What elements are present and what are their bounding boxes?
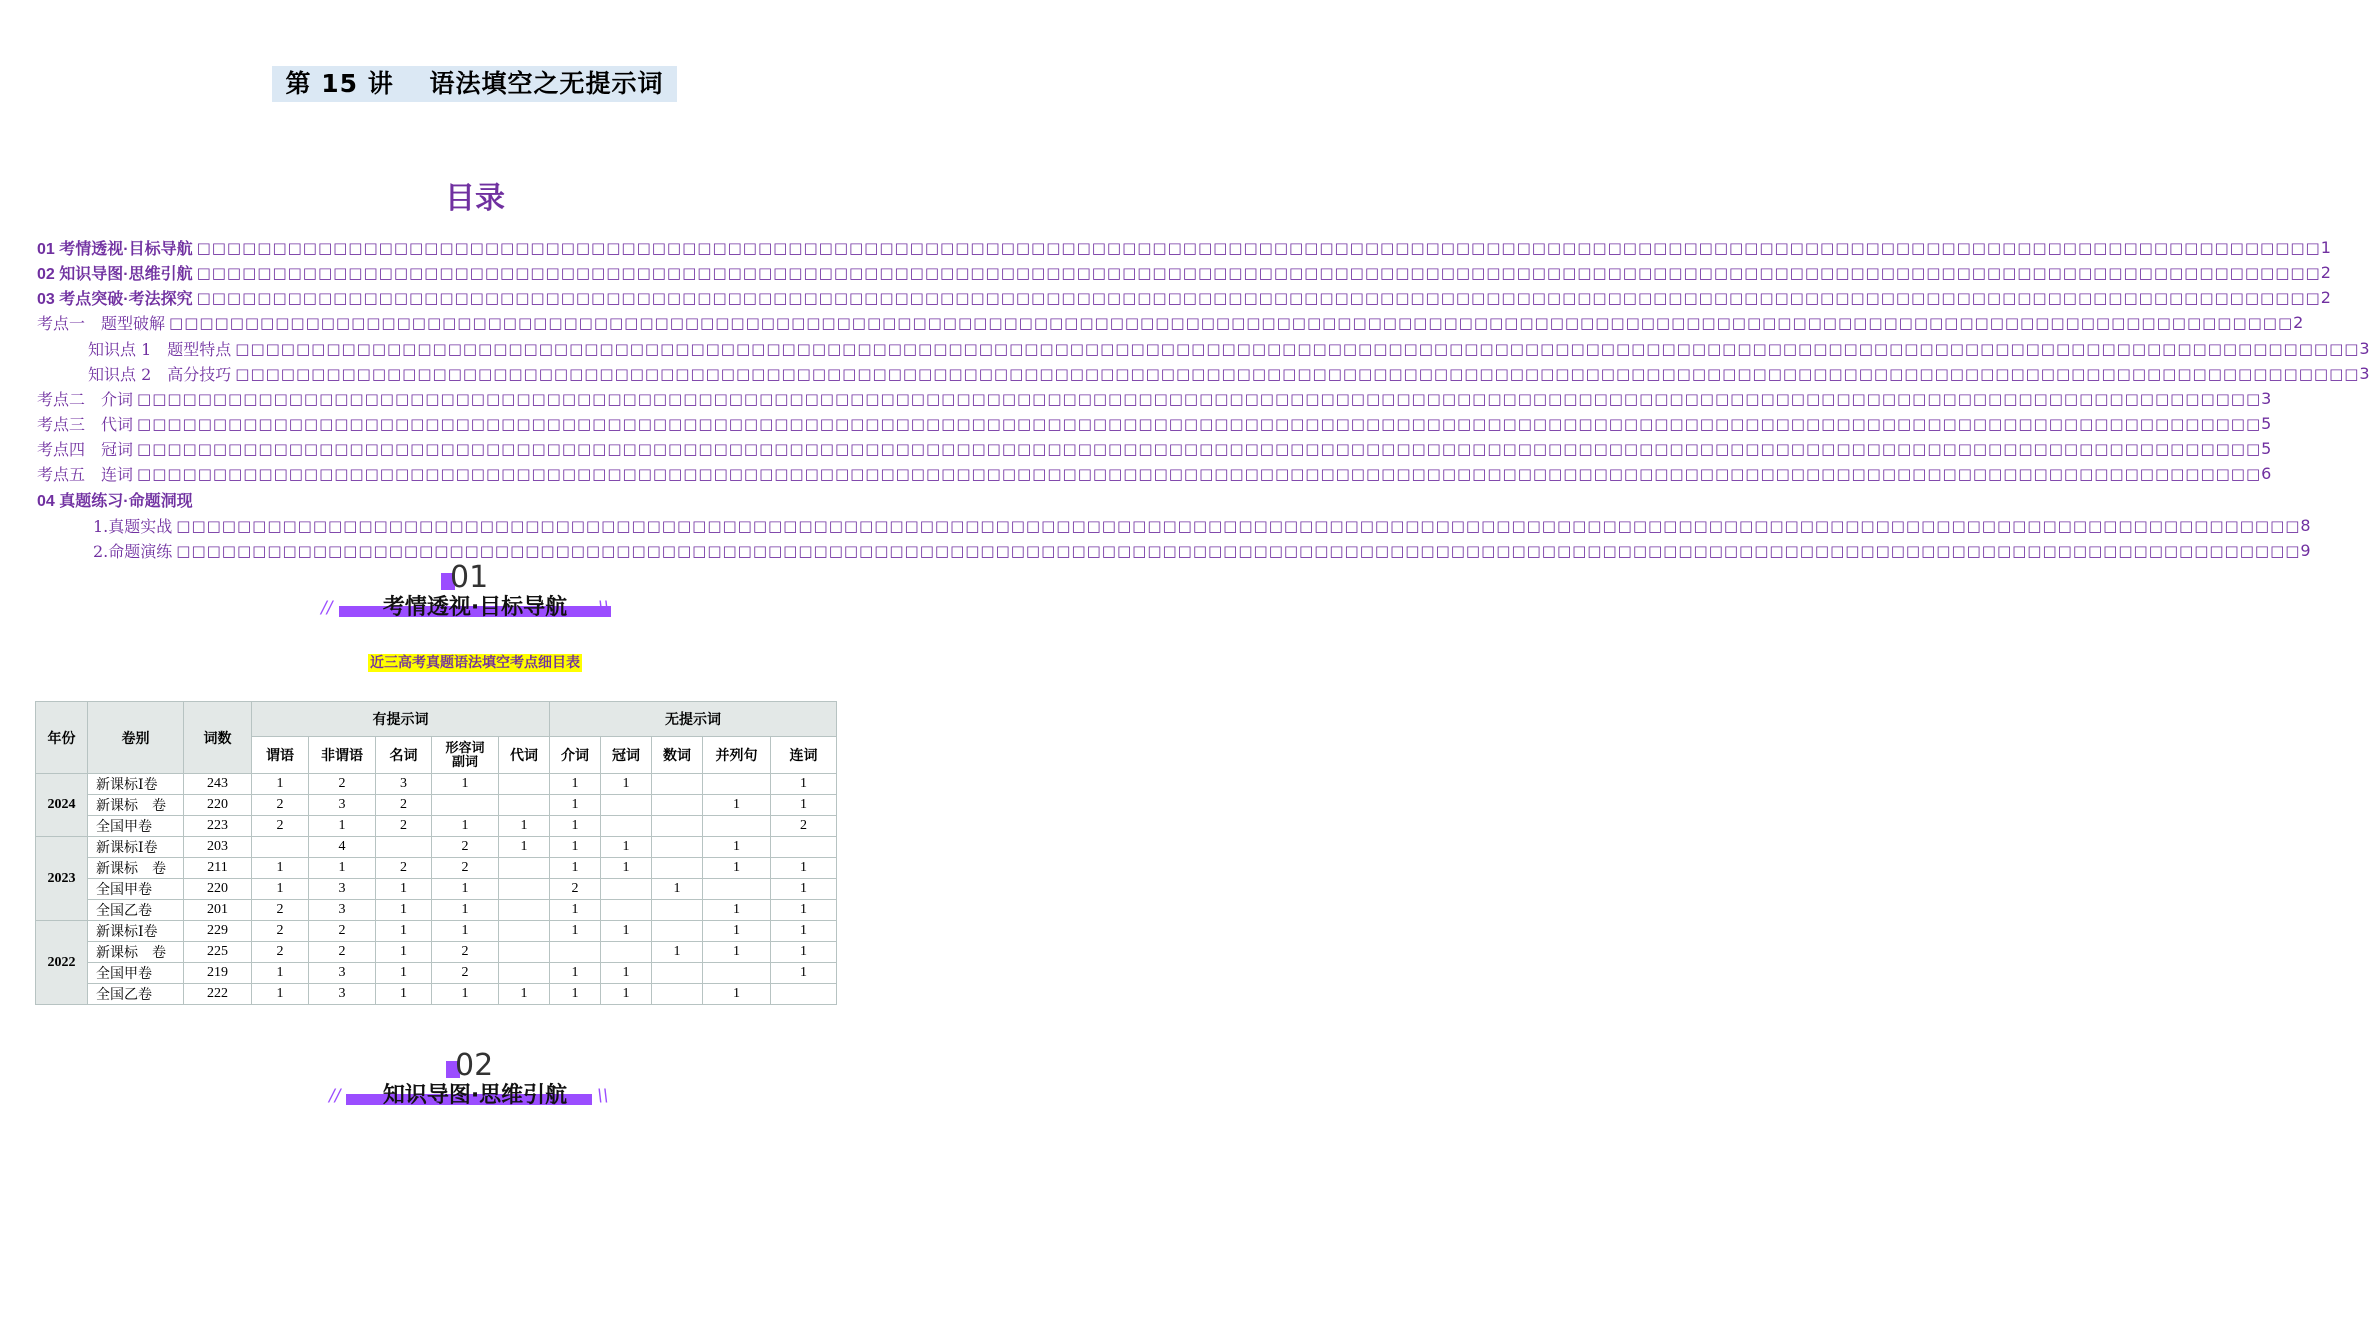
toc-entry-label: 03 考点突破·考法探究: [37, 291, 193, 308]
table-row: [36, 774, 837, 795]
count-cell: 1: [550, 816, 601, 837]
count-cell: 1: [703, 837, 771, 858]
count-cell: 1: [550, 984, 601, 1005]
toc-page-number: 5: [2261, 414, 2272, 433]
count-cell: [550, 942, 601, 963]
count-cell: [601, 942, 652, 963]
toc-entry[interactable]: [37, 436, 2272, 461]
count-cell: 1: [499, 816, 550, 837]
exam-stats-table: [35, 701, 837, 1005]
toc-entry[interactable]: [37, 260, 2331, 285]
count-cell: [432, 795, 499, 816]
toc-page-number: 1: [2320, 238, 2331, 257]
count-cell: 1: [703, 858, 771, 879]
count-cell: 1: [601, 837, 652, 858]
count-cell: [499, 879, 550, 900]
toc-leader: □□□□□□□□□□□□□□□□□□□□□□□□□□□□□□□□□□□□□□□□□□□□□□□□□□□□□□□□□□□□□□□□□□□□□□□□□□□□□□□□□□□□□□□□□□□□□□□□□□□□□□□□□□□□□□□□□□□□□□□□□□□□□□□□□□□□□□□□□□□□: [137, 389, 2262, 408]
header-col: 名词: [376, 737, 432, 774]
count-cell: 2: [252, 795, 309, 816]
word-count-cell: 211: [184, 858, 252, 879]
header-col: 代词: [499, 737, 550, 774]
count-cell: 1: [376, 963, 432, 984]
count-cell: 1: [376, 921, 432, 942]
toc-leader: □□□□□□□□□□□□□□□□□□□□□□□□□□□□□□□□□□□□□□□□□□□□□□□□□□□□□□□□□□□□□□□□□□□□□□□□□□□□□□□□□□□□□□□□□□□□□□□□□□□□□□□□□□□□□□□□□□□□□□□□□□□□□□□□□□□□□□□□□□□□: [176, 541, 2301, 560]
toc-entry[interactable]: [93, 513, 2311, 538]
count-cell: 2: [771, 816, 837, 837]
count-cell: [652, 795, 703, 816]
count-cell: 1: [601, 774, 652, 795]
right-slash-decoration: \\: [597, 1086, 609, 1106]
toc-entry-label: 02 知识导图·思维引航: [37, 266, 193, 283]
year-cell: 2023: [36, 837, 88, 921]
section-02-banner: [0, 1048, 950, 1118]
count-cell: 2: [432, 942, 499, 963]
word-count-cell: 222: [184, 984, 252, 1005]
count-cell: 3: [376, 774, 432, 795]
left-slash-decoration: //: [321, 598, 333, 618]
count-cell: 1: [252, 879, 309, 900]
table-row: [36, 795, 837, 816]
word-count-cell: 225: [184, 942, 252, 963]
count-cell: 1: [703, 942, 771, 963]
count-cell: 1: [309, 816, 376, 837]
left-slash-decoration: //: [329, 1086, 341, 1106]
page-title: 第 15 讲 语法填空之无提示词: [272, 66, 677, 102]
table-row: [36, 900, 837, 921]
toc-entry[interactable]: [37, 461, 2272, 486]
count-cell: [652, 837, 703, 858]
count-cell: [499, 795, 550, 816]
count-cell: 1: [771, 900, 837, 921]
toc-leader: □□□□□□□□□□□□□□□□□□□□□□□□□□□□□□□□□□□□□□□□□□□□□□□□□□□□□□□□□□□□□□□□□□□□□□□□□□□□□□□□□□□□□□□□□□□□□□□□□□□□□□□□□□□□□□□□□□□□□□□□□□□□□□□□□□□□□□□□□□□□: [196, 288, 2321, 307]
table-row: [36, 984, 837, 1005]
count-cell: 1: [309, 858, 376, 879]
right-slash-decoration: \\: [598, 598, 610, 618]
toc-entry[interactable]: [37, 411, 2272, 436]
word-count-cell: 223: [184, 816, 252, 837]
table-row: [36, 816, 837, 837]
count-cell: 1: [771, 858, 837, 879]
count-cell: 1: [550, 921, 601, 942]
count-cell: [499, 774, 550, 795]
count-cell: 3: [309, 900, 376, 921]
count-cell: [703, 963, 771, 984]
count-cell: 1: [432, 921, 499, 942]
word-count-cell: 201: [184, 900, 252, 921]
count-cell: [499, 963, 550, 984]
toc-entry[interactable]: [37, 285, 2331, 310]
table-caption: 近三高考真题语法填空考点细目表: [370, 655, 580, 671]
count-cell: 3: [309, 795, 376, 816]
count-cell: 1: [376, 984, 432, 1005]
count-cell: 1: [376, 900, 432, 921]
count-cell: 1: [652, 942, 703, 963]
header-words: 词数: [184, 702, 252, 774]
count-cell: [652, 984, 703, 1005]
count-cell: 2: [376, 795, 432, 816]
count-cell: 1: [252, 963, 309, 984]
count-cell: [499, 858, 550, 879]
count-cell: 3: [309, 879, 376, 900]
word-count-cell: 220: [184, 879, 252, 900]
paper-cell: 新课标 卷: [88, 942, 184, 963]
toc-leader: □□□□□□□□□□□□□□□□□□□□□□□□□□□□□□□□□□□□□□□□□□□□□□□□□□□□□□□□□□□□□□□□□□□□□□□□□□□□□□□□□□□□□□□□□□□□□□□□□□□□□□□□□□□□□□□□□□□□□□□□□□□□□□□□□□□□□□□□□□□□: [137, 439, 2262, 458]
count-cell: 2: [252, 921, 309, 942]
count-cell: 1: [601, 858, 652, 879]
toc-entry[interactable]: [37, 487, 812, 512]
count-cell: 1: [771, 795, 837, 816]
header-paper: 卷别: [88, 702, 184, 774]
toc-entry-label: 2.命题演练: [93, 542, 173, 561]
paper-cell: 全国甲卷: [88, 879, 184, 900]
header-col: 介词: [550, 737, 601, 774]
count-cell: 2: [309, 774, 376, 795]
word-count-cell: 220: [184, 795, 252, 816]
count-cell: 1: [550, 858, 601, 879]
section-01-banner: [0, 560, 950, 630]
toc-entry-label: 知识点 1 题型特点: [88, 340, 232, 359]
count-cell: 3: [309, 984, 376, 1005]
table-row: [36, 858, 837, 879]
paper-cell: 全国甲卷: [88, 816, 184, 837]
paper-cell: 全国甲卷: [88, 963, 184, 984]
count-cell: 1: [550, 774, 601, 795]
count-cell: 3: [309, 963, 376, 984]
count-cell: [652, 963, 703, 984]
header-without-hint: 无提示词: [550, 702, 837, 737]
toc-leader: □□□□□□□□□□□□□□□□□□□□□□□□□□□□□□□□□□□□□□□□□□□□□□□□□□□□□□□□□□□□□□□□□□□□□□□□□□□□□□□□□□□□□□□□□□□□□□□□□□□□□□□□□□□□□□□□□□□□□□□□□□□□□□□□□□□□□□□□□□□□: [235, 339, 2360, 358]
header-col: 非谓语: [309, 737, 376, 774]
count-cell: 2: [309, 942, 376, 963]
header-col: 形容词副词: [432, 737, 499, 774]
count-cell: [652, 921, 703, 942]
toc-page-number: 9: [2300, 541, 2311, 560]
count-cell: 2: [376, 858, 432, 879]
count-cell: 2: [252, 942, 309, 963]
count-cell: 2: [432, 837, 499, 858]
toc-page-number: 2: [2320, 263, 2331, 282]
section-number: 02: [455, 1048, 494, 1083]
section-number: 01: [450, 560, 489, 595]
table-row: [36, 963, 837, 984]
paper-cell: 新课标 卷: [88, 795, 184, 816]
toc-heading: 目录: [445, 181, 505, 216]
count-cell: 4: [309, 837, 376, 858]
count-cell: [601, 879, 652, 900]
count-cell: 1: [703, 984, 771, 1005]
count-cell: [499, 942, 550, 963]
section-title: 考情透视·目标导航: [382, 595, 568, 620]
count-cell: 1: [432, 984, 499, 1005]
toc-page-number: 3: [2261, 389, 2272, 408]
table-row: [36, 837, 837, 858]
toc-leader: □□□□□□□□□□□□□□□□□□□□□□□□□□□□□□□□□□□□□□□□□□□□□□□□□□□□□□□□□□□□□□□□□□□□□□□□□□□□□□□□□□□□□□□□□□□□□□□□□□□□□□□□□□□□□□□□□□□□□□□□□□□□□□□□□□□□□□□□□□□□: [137, 414, 2262, 433]
toc-entry-label: 1.真题实战: [93, 517, 173, 536]
count-cell: 1: [703, 921, 771, 942]
header-year: 年份: [36, 702, 88, 774]
toc-leader: □□□□□□□□□□□□□□□□□□□□□□□□□□□□□□□□□□□□□□□□□□□□□□□□□□□□□□□□□□□□□□□□□□□□□□□□□□□□□□□□□□□□□□□□□□□□□□□□□□□□□□□□□□□□□□□□□□□□□□□□□□□□□□□□□□□□□□□□□□□□: [169, 313, 2294, 332]
toc-entry-label: 考点一 题型破解: [37, 314, 166, 333]
count-cell: 1: [550, 900, 601, 921]
count-cell: [499, 921, 550, 942]
count-cell: [601, 816, 652, 837]
count-cell: 2: [550, 879, 601, 900]
count-cell: [252, 837, 309, 858]
header-with-hint: 有提示词: [252, 702, 550, 737]
paper-cell: 全国乙卷: [88, 900, 184, 921]
header-col: 数词: [652, 737, 703, 774]
count-cell: 1: [703, 795, 771, 816]
toc-entry[interactable]: [37, 310, 2304, 335]
count-cell: 2: [376, 816, 432, 837]
toc-entry[interactable]: [88, 336, 2370, 361]
count-cell: 2: [252, 900, 309, 921]
count-cell: [499, 900, 550, 921]
count-cell: 1: [499, 837, 550, 858]
count-cell: 1: [499, 984, 550, 1005]
count-cell: [771, 837, 837, 858]
count-cell: 1: [771, 879, 837, 900]
count-cell: [601, 900, 652, 921]
count-cell: [703, 816, 771, 837]
paper-cell: 全国乙卷: [88, 984, 184, 1005]
count-cell: 1: [771, 963, 837, 984]
toc-entry[interactable]: [37, 235, 2331, 260]
count-cell: [703, 879, 771, 900]
count-cell: [652, 900, 703, 921]
count-cell: 1: [432, 816, 499, 837]
toc-leader: □□□□□□□□□□□□□□□□□□□□□□□□□□□□□□□□□□□□□□□□□□□□□□□□□□□□□□□□□□□□□□□□□□□□□□□□□□□□□□□□□□□□□□□□□□□□□□□□□□□□□□□□□□□□□□□□□□□□□□□□□□□□□□□□□□□□□□□□□□□□: [196, 238, 2321, 257]
count-cell: 1: [252, 984, 309, 1005]
toc-page-number: 2: [2293, 313, 2304, 332]
count-cell: 1: [376, 879, 432, 900]
paper-cell: 新课标 卷: [88, 858, 184, 879]
count-cell: 1: [376, 942, 432, 963]
count-cell: 1: [652, 879, 703, 900]
toc-page-number: 5: [2261, 439, 2272, 458]
table-row: [36, 942, 837, 963]
count-cell: 1: [601, 921, 652, 942]
count-cell: 1: [432, 900, 499, 921]
count-cell: [703, 774, 771, 795]
table-row: [36, 879, 837, 900]
count-cell: 2: [252, 816, 309, 837]
count-cell: [652, 816, 703, 837]
toc-entry[interactable]: [88, 361, 2370, 386]
toc-entry[interactable]: [37, 386, 2272, 411]
count-cell: 2: [432, 963, 499, 984]
header-col: 谓语: [252, 737, 309, 774]
word-count-cell: 243: [184, 774, 252, 795]
count-cell: 2: [432, 858, 499, 879]
count-cell: 1: [771, 774, 837, 795]
count-cell: 1: [432, 879, 499, 900]
count-cell: 2: [309, 921, 376, 942]
header-col: 冠词: [601, 737, 652, 774]
toc-page-number: 3: [2359, 364, 2370, 383]
paper-cell: 新课标I卷: [88, 837, 184, 858]
count-cell: [652, 774, 703, 795]
toc-entry-label: 考点五 连词: [37, 465, 134, 484]
section-title: 知识导图·思维引航: [382, 1083, 568, 1108]
count-cell: 1: [601, 984, 652, 1005]
word-count-cell: 219: [184, 963, 252, 984]
count-cell: 1: [601, 963, 652, 984]
paper-cell: 新课标I卷: [88, 921, 184, 942]
toc-leader: □□□□□□□□□□□□□□□□□□□□□□□□□□□□□□□□□□□□□□□□□□□□□□□□□□□□□□□□□□□□□□□□□□□□□□□□□□□□□□□□□□□□□□□□□□□□□□□□□□□□□□□□□□□□□□□□□□□□□□□□□□□□□□□□□□□□□□□□□□□□: [176, 516, 2301, 535]
count-cell: [601, 795, 652, 816]
toc-page-number: 3: [2359, 339, 2370, 358]
header-col: 并列句: [703, 737, 771, 774]
toc-entry-label: 04 真题练习·命题洞现: [37, 493, 193, 510]
toc-entry-label: 考点三 代词: [37, 415, 134, 434]
toc-entry-label: 01 考情透视·目标导航: [37, 241, 193, 258]
count-cell: 1: [252, 774, 309, 795]
count-cell: [652, 858, 703, 879]
year-cell: 2024: [36, 774, 88, 837]
count-cell: 1: [252, 858, 309, 879]
count-cell: 1: [550, 837, 601, 858]
count-cell: 1: [550, 795, 601, 816]
toc-page-number: 2: [2320, 288, 2331, 307]
count-cell: 1: [550, 963, 601, 984]
toc-entry-label: 考点二 介词: [37, 390, 134, 409]
count-cell: [771, 984, 837, 1005]
count-cell: 1: [771, 921, 837, 942]
toc-leader: □□□□□□□□□□□□□□□□□□□□□□□□□□□□□□□□□□□□□□□□□□□□□□□□□□□□□□□□□□□□□□□□□□□□□□□□□□□□□□□□□□□□□□□□□□□□□□□□□□□□□□□□□□□□□□□□□□□□□□□□□□□□□□□□□□□□□□□□□□□□: [137, 464, 2262, 483]
count-cell: 1: [703, 900, 771, 921]
toc-entry-label: 考点四 冠词: [37, 440, 134, 459]
year-cell: 2022: [36, 921, 88, 1005]
table-row: [36, 921, 837, 942]
count-cell: 1: [432, 774, 499, 795]
paper-cell: 新课标I卷: [88, 774, 184, 795]
count-cell: [376, 837, 432, 858]
toc-page-number: 6: [2261, 464, 2272, 483]
header-col: 连词: [771, 737, 837, 774]
toc-page-number: 8: [2300, 516, 2311, 535]
word-count-cell: 229: [184, 921, 252, 942]
toc-leader: □□□□□□□□□□□□□□□□□□□□□□□□□□□□□□□□□□□□□□□□□□□□□□□□□□□□□□□□□□□□□□□□□□□□□□□□□□□□□□□□□□□□□□□□□□□□□□□□□□□□□□□□□□□□□□□□□□□□□□□□□□□□□□□□□□□□□□□□□□□□: [196, 263, 2321, 282]
word-count-cell: 203: [184, 837, 252, 858]
toc-entry-label: 知识点 2 高分技巧: [88, 365, 232, 384]
toc-leader: □□□□□□□□□□□□□□□□□□□□□□□□□□□□□□□□□□□□□□□□□□□□□□□□□□□□□□□□□□□□□□□□□□□□□□□□□□□□□□□□□□□□□□□□□□□□□□□□□□□□□□□□□□□□□□□□□□□□□□□□□□□□□□□□□□□□□□□□□□□□: [235, 364, 2360, 383]
count-cell: 1: [771, 942, 837, 963]
